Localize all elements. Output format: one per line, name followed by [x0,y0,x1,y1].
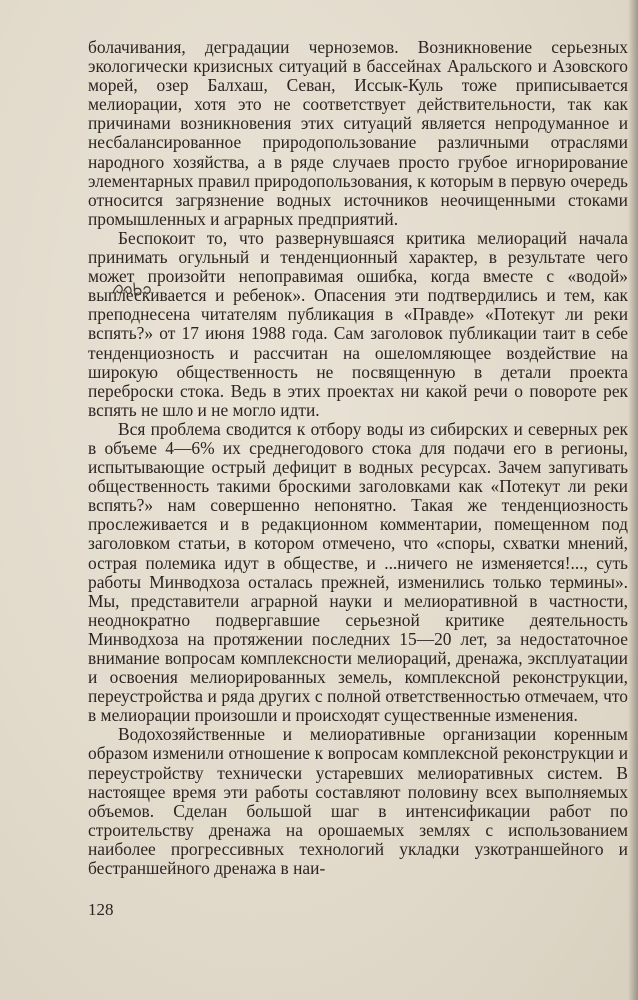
paragraph-4: Водохозяйственные и мелиоративные организации коренным образом изменили отношение к вопросам комплексной реконструкции и переустройству технически устаревших мелиоративных систем. В настоящее время эти работы составляют половину всех выполняемых объемов. Сделан большой шаг в интенсификации работ по строительству дренажа на орошаемых землях с использованием наиболее прогрессивных технологий укладки узкотраншейного и бестраншейного дренажа в наи- [88,724,628,879]
paragraph-1: болачивания, деградации черноземов. Возникновение серьезных экологически кризисных ситуаций в бассейнах Аральского и Азовского морей, озер Балхаш, Севан, Иссык-Куль тоже приписывается мелиорации, хотя это не соответствует действительности, так как причинами возникновения этих ситуаций является непродуманное и несбалансированное природопользование различными отраслями народного хозяйства, а в ряде случаев просто грубое игнорирование элементарных правил природопользования, к которым в первую очередь относится загрязнение водных источников неочищенными стоками промышленных и аграрных предприятий. [88,37,628,229]
paragraph-3: Вся проблема сводится к отбору воды из сибирских и северных рек в объеме 4—6% их среднегодового стока для подачи его в регионы, испытывающие острый дефицит в водных ресурсах. Зачем запугивать общественность такими броскими заголовками как «Потекут ли реки вспять?» нам совершенно непонятно. Такая же тенденциозность прослеживается и в редакционном комментарии, помещенном под заголовком статьи, в котором отмечено, что «споры, схватки мнений, острая полемика идут в обществе, и ...ничего не изменяется!..., суть работы Минводхоза осталась прежней, изменились только термины». Мы, представители аграрной науки и мелиоративной в частности, неоднократно подвергавшие серьезной критике деятельность Минводхоза на протяжении последних 15—20 лет, за недостаточное внимание вопросам комплексности мелиораций, дренажа, эксплуатации и освоения мелиорированных земель, комплексной реконструкции, переустройства и ряда других с полной ответственностью отмечаем, что в мелиорации произошли и происходят существенные изменения. [88,418,628,726]
page-number: 128 [88,900,114,919]
paragraph-2: Беспокоит то, что развернувшаяся критика мелиораций начала принимать огульный и тенденционный характер, в результате чего может произойти непоправимая ошибка, когда вместе с «водой» выплескивается и ребенок». Опасения эти подтвердились и тем, как преподнесена читателям публикация в «Правде» «Потекут ли реки вспять?» от 17 июня 1988 года. Сам заголовок публикации таит в себе тенденциозность и рассчитан на ошеломляющее воздействие на широкую общественность не посвященную в детали проекта переброски стока. Ведь в этих проектах ни какой речи о повороте рек вспять не шло и не могло идти. [88,227,628,420]
page-edge-shadow [628,0,638,1000]
body-text [88,38,628,878]
